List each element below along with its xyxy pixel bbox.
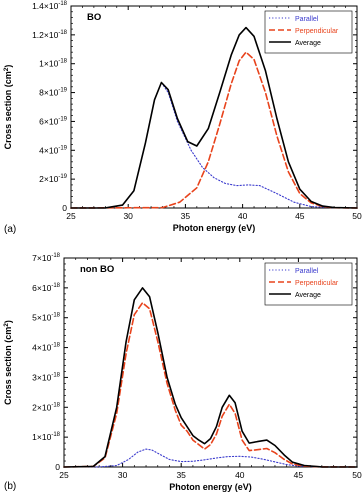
chart-panel-1 [3, 253, 362, 492]
y-axis-label: Cross section $(cm^2)$ [3, 320, 13, 405]
x-tick-label: 45 [295, 211, 305, 221]
panel-annotation: non BO [80, 264, 115, 275]
legend-label-average: Average [295, 40, 321, 47]
x-tick-label: 30 [123, 211, 133, 221]
y-tick-label: 0 [62, 203, 67, 213]
legend-label-parallel: Parallel [295, 268, 319, 275]
x-tick-label: 40 [235, 470, 245, 480]
y-tick-label: $1.2\times 10^{-18}$ [32, 29, 67, 40]
x-axis-label: Photon energy (eV) [172, 223, 256, 233]
series-line-perpendicular [71, 52, 357, 208]
y-tick-label: $2\times 10^{-19}$ [39, 174, 67, 185]
x-tick-label: 40 [237, 211, 248, 221]
x-tick-label: 35 [180, 211, 191, 221]
series-line-parallel [64, 449, 357, 467]
x-tick-label: 50 [352, 211, 362, 221]
series-line-parallel [71, 83, 357, 209]
panel-annotation: BO [87, 12, 102, 23]
y-tick-label: $6\times 10^{-18}$ [32, 282, 60, 293]
y-tick-label: $1.4\times 10^{-18}$ [32, 1, 67, 11]
legend [265, 263, 352, 305]
y-tick-label: $2\times 10^{-18}$ [32, 402, 60, 413]
x-tick-label: 30 [117, 470, 128, 480]
y-tick-label: $3\times 10^{-18}$ [32, 372, 60, 383]
y-tick-label: $8\times 10^{-19}$ [39, 87, 67, 98]
legend-label-parallel: Parallel [295, 16, 319, 23]
x-tick-label: 25 [59, 470, 69, 480]
x-axis-label: Photon energy (eV) [169, 482, 252, 492]
y-tick-label: 0 [55, 462, 60, 472]
y-tick-label: $1\times 10^{-18}$ [32, 432, 60, 443]
x-tick-label: 45 [293, 470, 304, 480]
y-axis-label: Cross section $(cm^2)$ [3, 64, 13, 150]
panel-label: (a) [4, 224, 17, 235]
x-tick-label: 50 [352, 470, 362, 480]
x-tick-label: 25 [66, 211, 76, 221]
legend-label-perpendicular: Perpendicular [295, 280, 339, 287]
series-line-average [64, 288, 357, 467]
y-tick-label: $1\times 10^{-18}$ [39, 58, 67, 69]
panel-label: (b) [4, 481, 17, 492]
y-tick-label: $6\times 10^{-19}$ [39, 116, 67, 127]
legend-label-perpendicular: Perpendicular [295, 28, 339, 35]
chart-panel-0 [3, 1, 362, 235]
y-tick-label: $4\times 10^{-18}$ [32, 342, 60, 353]
y-tick-label: $7\times 10^{-18}$ [32, 253, 60, 263]
legend-label-average: Average [295, 292, 321, 299]
y-tick-label: $5\times 10^{-18}$ [32, 312, 60, 323]
y-tick-label: $4\times 10^{-19}$ [39, 145, 67, 156]
legend [265, 11, 352, 53]
x-tick-label: 35 [176, 470, 186, 480]
series-line-average [71, 28, 357, 208]
